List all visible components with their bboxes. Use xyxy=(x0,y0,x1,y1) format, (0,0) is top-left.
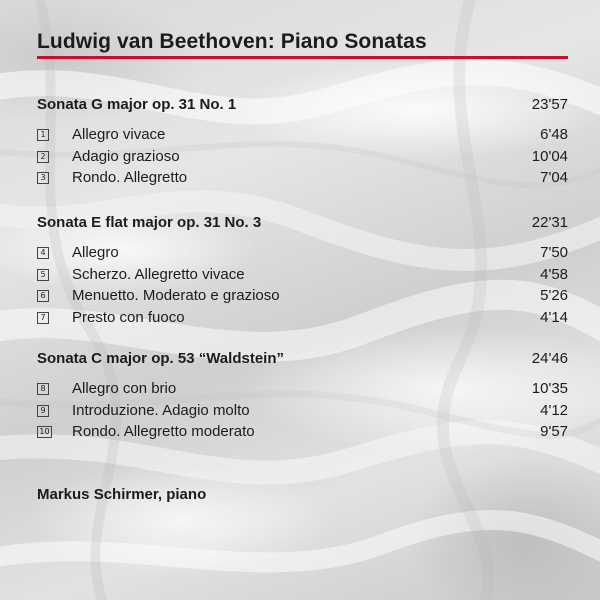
track-duration: 7'04 xyxy=(540,169,568,186)
sonata-title: Sonata C major op. 53 “Waldstein” xyxy=(37,350,284,367)
track-row xyxy=(37,148,568,170)
title-rule xyxy=(37,56,568,59)
track-duration: 10'04 xyxy=(531,147,568,165)
sonata-duration: 23'57 xyxy=(531,96,568,113)
track-row xyxy=(37,309,568,331)
sonata-header xyxy=(37,96,568,118)
track-duration: 6'48 xyxy=(540,126,568,143)
track-number: 4 xyxy=(37,247,49,259)
track-number: 7 xyxy=(37,312,49,324)
track-duration: 4'14 xyxy=(540,308,568,326)
track-row xyxy=(37,266,568,288)
track-number: 10 xyxy=(37,426,52,438)
track-number: 3 xyxy=(37,172,49,184)
track-number: 2 xyxy=(37,151,49,163)
album-title: Ludwig van Beethoven: Piano Sonatas xyxy=(37,30,427,53)
track-row xyxy=(37,380,568,402)
track-title: Scherzo. Allegretto vivace xyxy=(72,265,245,283)
sonata-section xyxy=(37,350,568,440)
track-row xyxy=(37,402,568,424)
track-row xyxy=(37,244,568,266)
track-title: Allegro vivace xyxy=(72,126,166,143)
track-list xyxy=(37,126,568,191)
track-duration: 4'58 xyxy=(540,265,568,283)
track-title: Allegro xyxy=(72,244,119,261)
sonata-duration: 24'46 xyxy=(531,350,568,367)
sonata-title: Sonata E flat major op. 31 No. 3 xyxy=(37,214,262,231)
track-number: 9 xyxy=(37,405,49,417)
track-number: 5 xyxy=(37,269,49,281)
track-list xyxy=(37,380,568,445)
track-number: 8 xyxy=(37,383,49,395)
track-title: Introduzione. Adagio molto xyxy=(72,401,250,419)
track-duration: 10'35 xyxy=(531,380,568,397)
track-row xyxy=(37,423,568,445)
track-title: Rondo. Allegretto xyxy=(72,169,188,186)
track-duration: 4'12 xyxy=(540,401,568,419)
track-title: Allegro con brio xyxy=(72,380,177,397)
track-title: Menuetto. Moderato e grazioso xyxy=(72,287,280,304)
track-row xyxy=(37,169,568,191)
sonata-duration: 22'31 xyxy=(531,214,568,231)
sonata-section xyxy=(37,96,568,186)
track-number: 1 xyxy=(37,129,49,141)
track-duration: 5'26 xyxy=(540,287,568,304)
sonata-header xyxy=(37,214,568,236)
track-title: Adagio grazioso xyxy=(72,147,180,165)
track-list xyxy=(37,244,568,330)
track-title: Rondo. Allegretto moderato xyxy=(72,423,255,440)
sonata-section xyxy=(37,214,568,326)
track-row xyxy=(37,126,568,148)
track-duration: 9'57 xyxy=(540,423,568,440)
track-duration: 7'50 xyxy=(540,244,568,261)
track-row xyxy=(37,287,568,309)
sonata-header xyxy=(37,350,568,372)
track-number: 6 xyxy=(37,290,49,302)
track-title: Presto con fuoco xyxy=(72,308,185,326)
sonata-title: Sonata G major op. 31 No. 1 xyxy=(37,96,237,113)
performer-credit: Markus Schirmer, piano xyxy=(37,486,207,503)
